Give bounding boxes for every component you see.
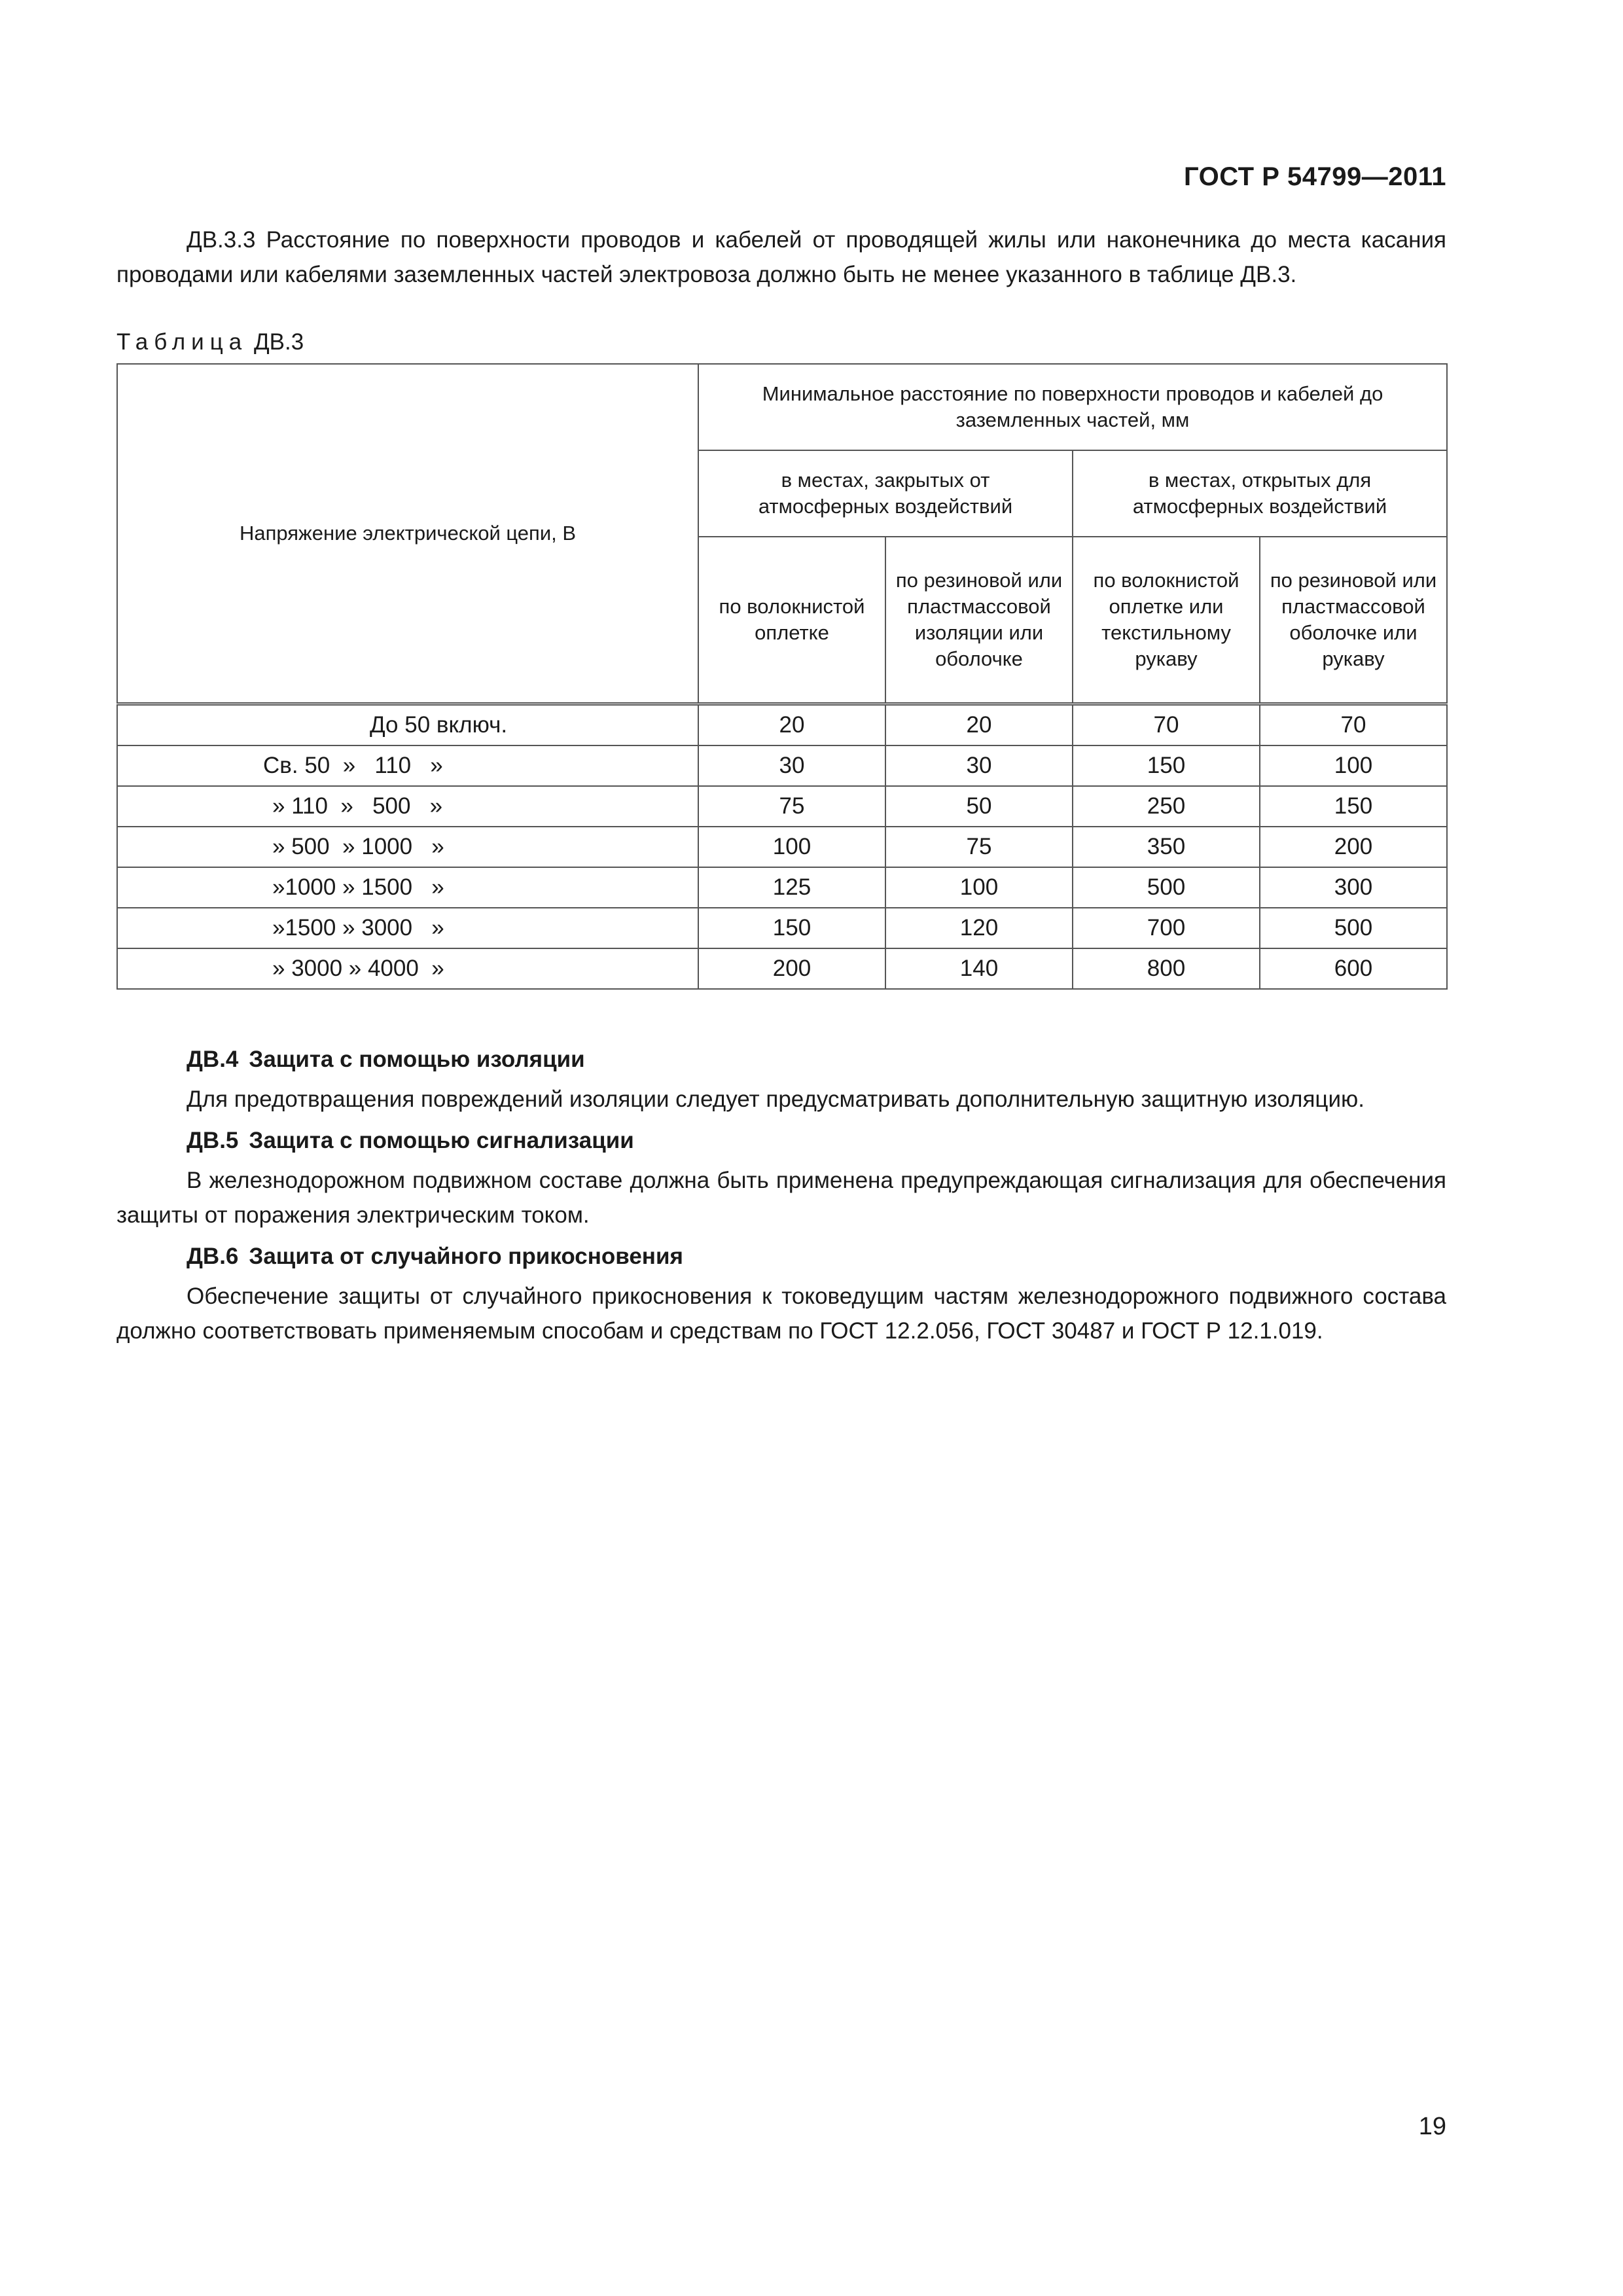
cell-closed-rubber: 140	[885, 948, 1073, 989]
section-title	[116, 1123, 1446, 1158]
header-open-fiber: по волокнистой оплетке или текстильному рукаву	[1073, 537, 1260, 704]
cell-closed-rubber: 20	[885, 704, 1073, 746]
header-min-distance: Минимальное расстояние по поверхности проводов и кабелей до заземленных частей, мм	[698, 364, 1447, 450]
cell-open-fiber: 150	[1073, 745, 1260, 786]
cell-voltage: »1000 » 1500 »	[117, 867, 698, 908]
paragraph-dv-3-3: ДВ.3.3 Расстояние по поверхности проводов и кабелей от проводящей жилы или наконечника до места касания проводами или кабелями заземленных частей электровоза должно быть не менее указанного в таблице ДВ.3.	[116, 227, 1446, 287]
header-voltage: Напряжение электрической цепи, В	[117, 364, 698, 704]
section-text: Обеспечение защиты от случайного прикосновения к токоведущим частям железнодорожного подвижного состава должно соответствовать применяемым способам и средствам по ГОСТ 12.2.056, ГОСТ 30487 и ГОСТ Р 12.1.019.	[116, 1283, 1446, 1344]
section-title	[116, 1239, 1446, 1274]
cell-closed-rubber: 75	[885, 827, 1073, 867]
cell-closed-fiber: 30	[698, 745, 885, 786]
section-dv-5	[116, 1123, 1446, 1232]
table-row	[117, 704, 1447, 746]
cell-voltage: » 110 » 500 »	[117, 786, 698, 827]
table-caption-id: ДВ.3	[253, 329, 304, 355]
section-number: ДВ.5	[187, 1128, 239, 1153]
section-number: ДВ.6	[187, 1244, 239, 1269]
cell-closed-rubber: 100	[885, 867, 1073, 908]
header-open-places: в местах, открытых для атмосферных воздействий	[1073, 450, 1447, 537]
cell-voltage: »1500 » 3000 »	[117, 908, 698, 948]
section-title-text: Защита с помощью изоляции	[249, 1047, 585, 1072]
table-caption-word: Таблица	[116, 329, 248, 355]
cell-closed-rubber: 30	[885, 745, 1073, 786]
cell-open-rubber: 70	[1260, 704, 1447, 746]
cell-open-fiber: 800	[1073, 948, 1260, 989]
table-row	[117, 745, 1447, 786]
cell-closed-fiber: 20	[698, 704, 885, 746]
cell-open-rubber: 600	[1260, 948, 1447, 989]
cell-closed-fiber: 200	[698, 948, 885, 989]
section-dv-4	[116, 1042, 1446, 1117]
cell-closed-fiber: 150	[698, 908, 885, 948]
cell-open-rubber: 200	[1260, 827, 1447, 867]
cell-open-fiber: 500	[1073, 867, 1260, 908]
header-closed-rubber: по резиновой или пластмассовой изоляции или оболочке	[885, 537, 1073, 704]
table-row	[117, 948, 1447, 989]
section-text: В железнодорожном подвижном составе должна быть применена предупреждающая сигнализация для обеспечения защиты от поражения электрическим током.	[116, 1168, 1446, 1228]
cell-closed-fiber: 125	[698, 867, 885, 908]
header-open-rubber: по резиновой или пластмассовой оболочке или рукаву	[1260, 537, 1447, 704]
cell-closed-rubber: 120	[885, 908, 1073, 948]
table-caption	[116, 325, 304, 359]
cell-open-fiber: 250	[1073, 786, 1260, 827]
table-row	[117, 786, 1447, 827]
cell-open-rubber: 100	[1260, 745, 1447, 786]
cell-voltage: До 50 включ.	[117, 704, 698, 746]
cell-closed-fiber: 100	[698, 827, 885, 867]
cell-closed-rubber: 50	[885, 786, 1073, 827]
section-number: ДВ.4	[187, 1047, 239, 1072]
header-closed-fiber: по волокнистой оплетке	[698, 537, 885, 704]
cell-open-fiber: 700	[1073, 908, 1260, 948]
section-title-text: Защита от случайного прикосновения	[249, 1244, 683, 1269]
cell-open-rubber: 300	[1260, 867, 1447, 908]
section-title	[116, 1042, 1446, 1077]
table-row	[117, 908, 1447, 948]
cell-open-fiber: 350	[1073, 827, 1260, 867]
cell-open-fiber: 70	[1073, 704, 1260, 746]
document-page	[116, 0, 1446, 2296]
table-row	[117, 827, 1447, 867]
table-row	[117, 867, 1447, 908]
cell-open-rubber: 150	[1260, 786, 1447, 827]
section-dv-6	[116, 1239, 1446, 1348]
cell-voltage: » 500 » 1000 »	[117, 827, 698, 867]
distance-table	[116, 363, 1448, 990]
cell-open-rubber: 500	[1260, 908, 1447, 948]
cell-voltage: » 3000 » 4000 »	[117, 948, 698, 989]
page-number: 19	[1418, 2113, 1446, 2140]
section-text: Для предотвращения повреждений изоляции следует предусматривать дополнительную защитную изоляцию.	[187, 1086, 1364, 1112]
sections	[116, 1042, 1446, 1355]
header-closed-places: в местах, закрытых от атмосферных воздействий	[698, 450, 1073, 537]
cell-closed-fiber: 75	[698, 786, 885, 827]
section-title-text: Защита с помощью сигнализации	[249, 1128, 634, 1153]
document-id-header: ГОСТ Р 54799—2011	[1184, 162, 1446, 191]
cell-voltage: Св. 50 » 110 »	[117, 745, 698, 786]
